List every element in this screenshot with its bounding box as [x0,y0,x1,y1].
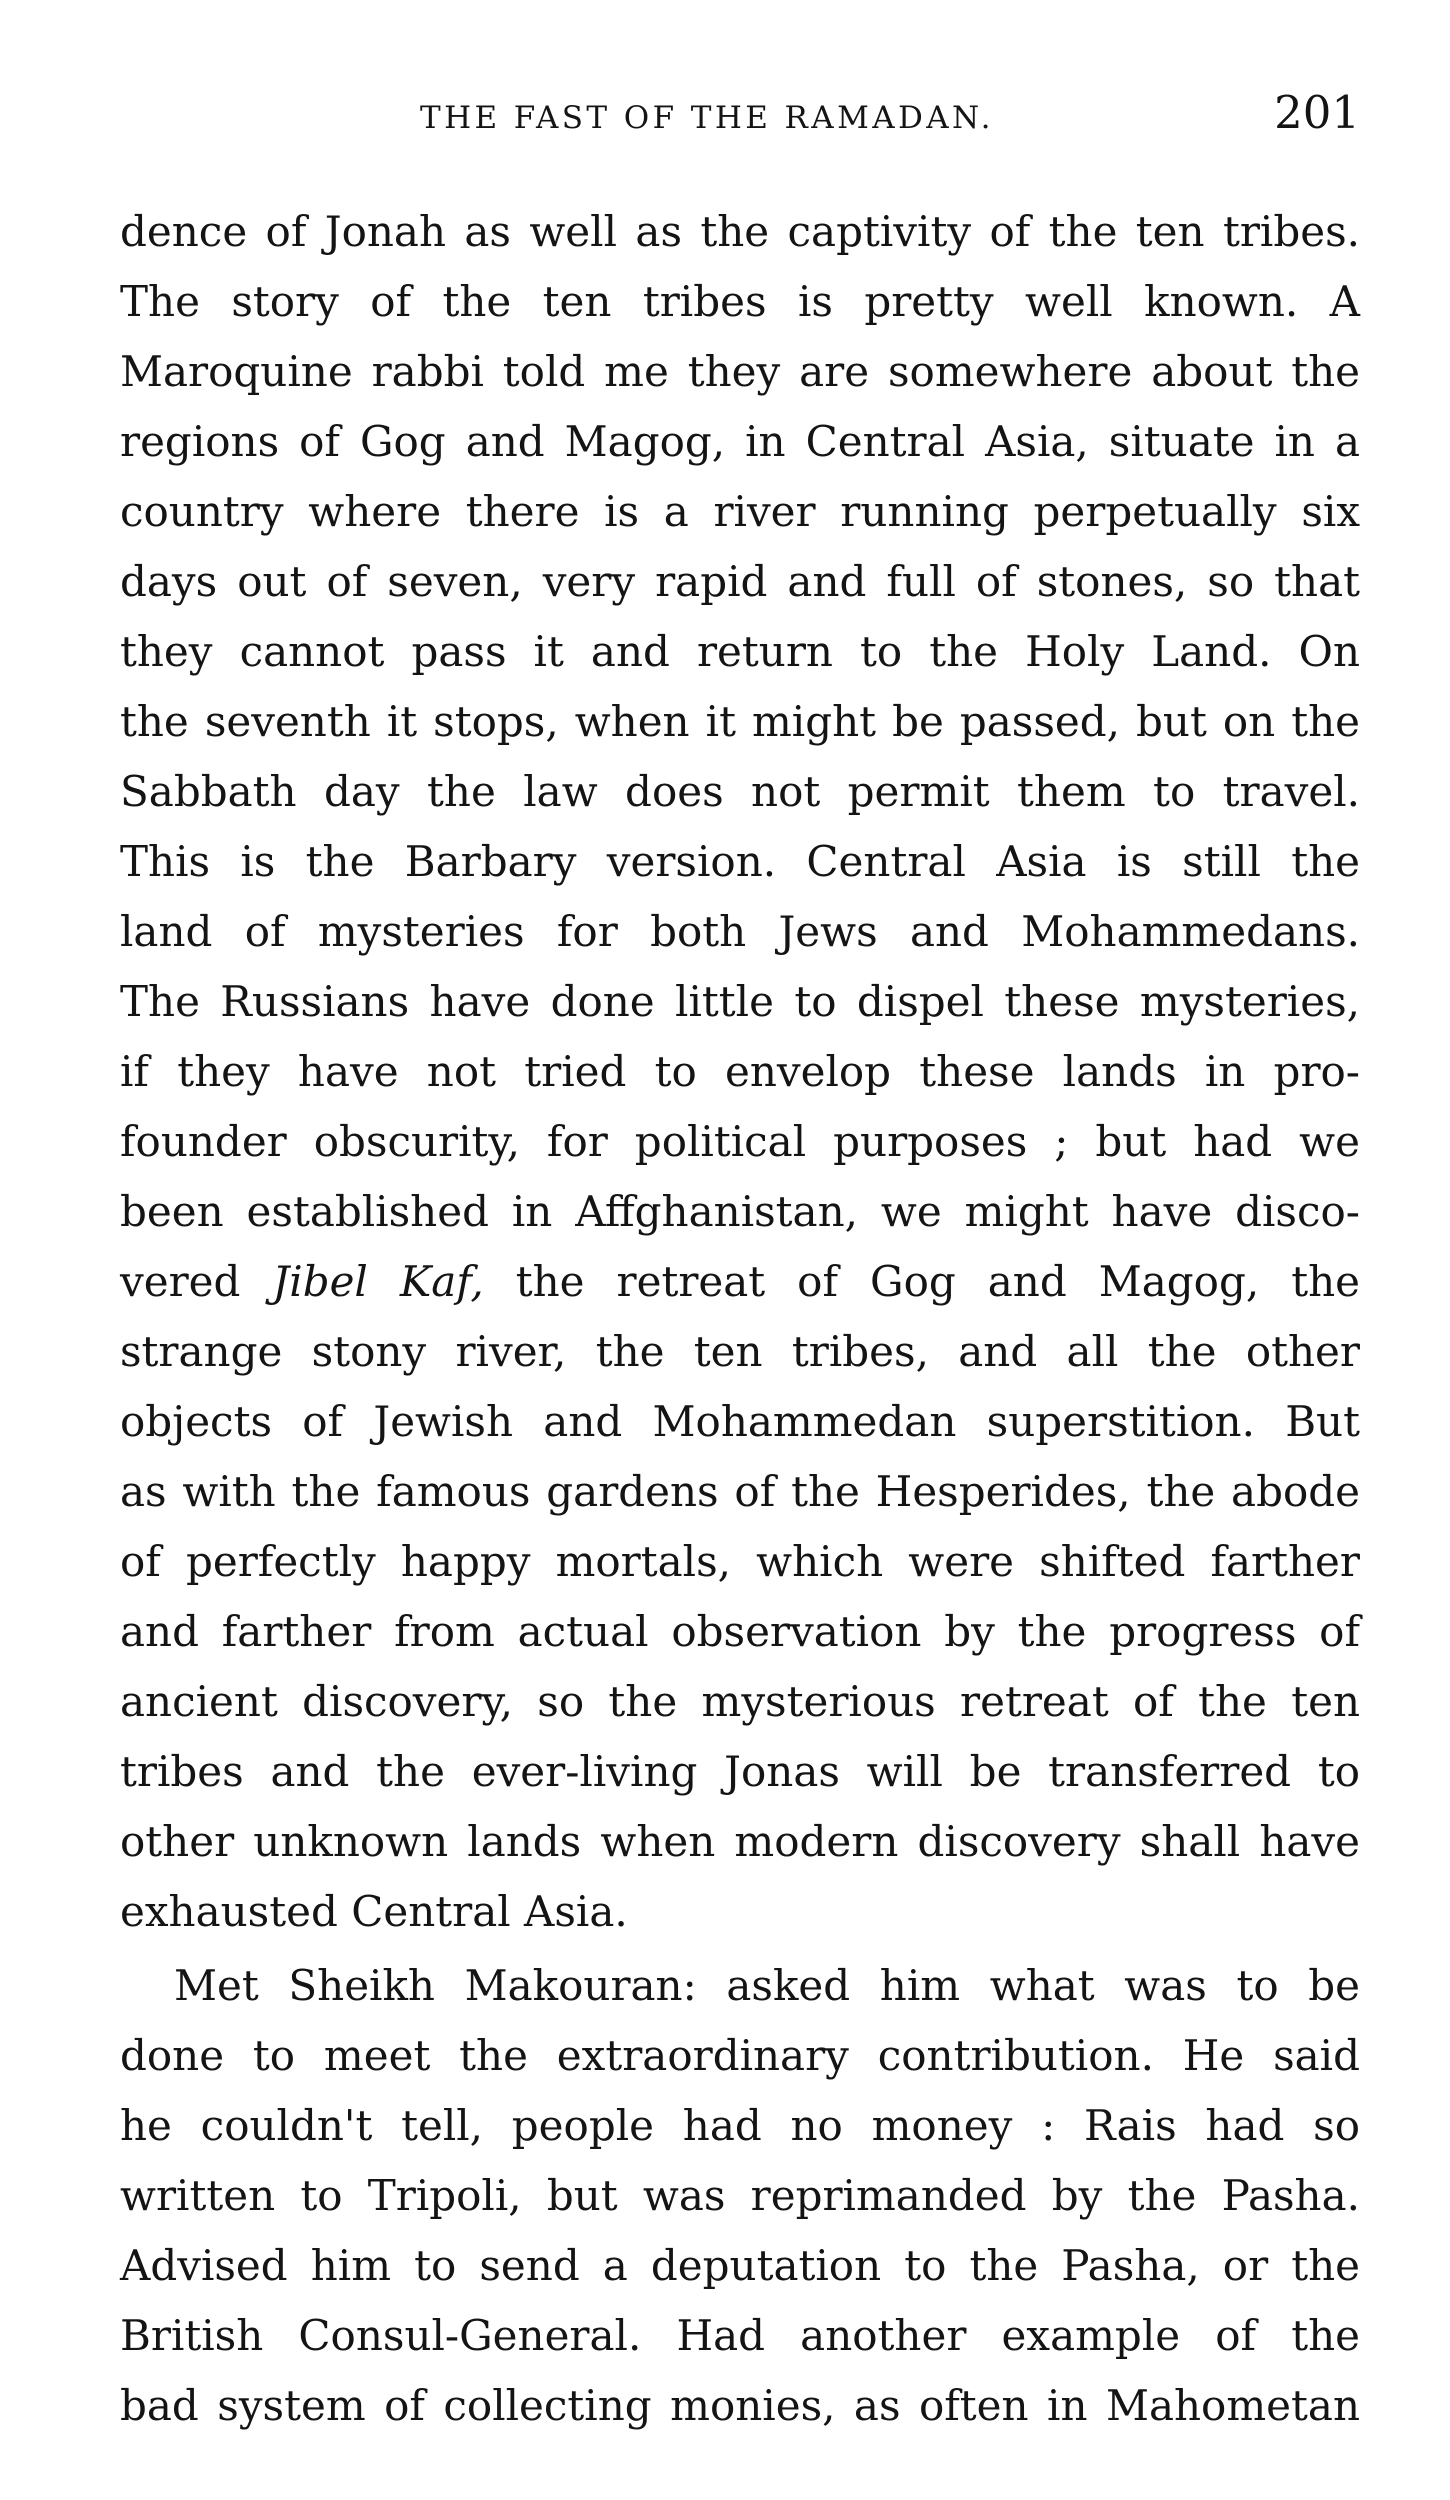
text-line: they cannot pass it and return to the Holy Land. On [120,627,1360,676]
text-line: strange stony river, the ten tribes, and all the other [120,1327,1360,1376]
text-line: of perfectly happy mortals, which were shifted farther [120,1537,1360,1586]
text-line: tribes and the ever-living Jonas will be transferred to [120,1747,1360,1796]
text-segment: the retreat of Gog and Magog, the [483,1257,1360,1306]
text-segment: vered [120,1257,273,1306]
text-line: he couldn't tell, people had no money : Rais had so [120,2101,1360,2150]
text-line-with-italic [120,1247,1360,1317]
text-line: Maroquine rabbi told me they are somewhere about the [120,347,1360,396]
running-head [120,86,1360,146]
body-text [120,197,1360,2441]
text-line: written to Tripoli, but was reprimanded by the Pasha. [120,2171,1360,2220]
text-line: Advised him to send a deputation to the Pasha, or the [120,2241,1360,2290]
text-line: objects of Jewish and Mohammedan superstition. But [120,1397,1360,1446]
text-line: exhausted Central Asia. [120,1887,628,1936]
text-line: British Consul-General. Had another example of the [120,2311,1360,2360]
text-line: other unknown lands when modern discovery shall have [120,1817,1360,1866]
text-line: and farther from actual observation by the progress of [120,1607,1360,1656]
text-line: Sabbath day the law does not permit them to travel. [120,767,1360,816]
text-line: regions of Gog and Magog, in Central Asia, situate in a [120,417,1360,466]
text-line: been established in Affghanistan, we might have disco- [120,1187,1360,1236]
text-line: The story of the ten tribes is pretty well known. A [120,277,1360,326]
text-line: This is the Barbary version. Central Asia is still the [120,837,1360,886]
italic-place-name: Jibel Kaf, [272,1257,484,1306]
running-title: THE FAST OF THE RAMADAN. [420,100,994,136]
text-line: land of mysteries for both Jews and Mohammedans. [120,907,1360,956]
text-line: country where there is a river running perpetually six [120,487,1360,536]
text-line: The Russians have done little to dispel these mysteries, [120,977,1360,1026]
text-line: founder obscurity, for political purposes ; but had we [120,1117,1360,1166]
text-line: as with the famous gardens of the Hesperides, the abode [120,1467,1360,1516]
text-line: dence of Jonah as well as the captivity of the ten tribes. [120,207,1360,256]
page-number: 201 [1274,86,1360,139]
paragraph-1 [120,197,1360,1947]
text-line: days out of seven, very rapid and full of stones, so that [120,557,1360,606]
text-line: bad system of collecting monies, as often in Mahometan [120,2381,1360,2430]
text-line: done to meet the extraordinary contribution. He said [120,2031,1360,2080]
text-line: if they have not tried to envelop these lands in pro- [120,1047,1360,1096]
paragraph-2 [120,1951,1360,2441]
text-line: Met Sheikh Makouran: asked him what was to be [174,1961,1360,2010]
text-line: ancient discovery, so the mysterious retreat of the ten [120,1677,1360,1726]
text-line: the seventh it stops, when it might be passed, but on the [120,697,1360,746]
